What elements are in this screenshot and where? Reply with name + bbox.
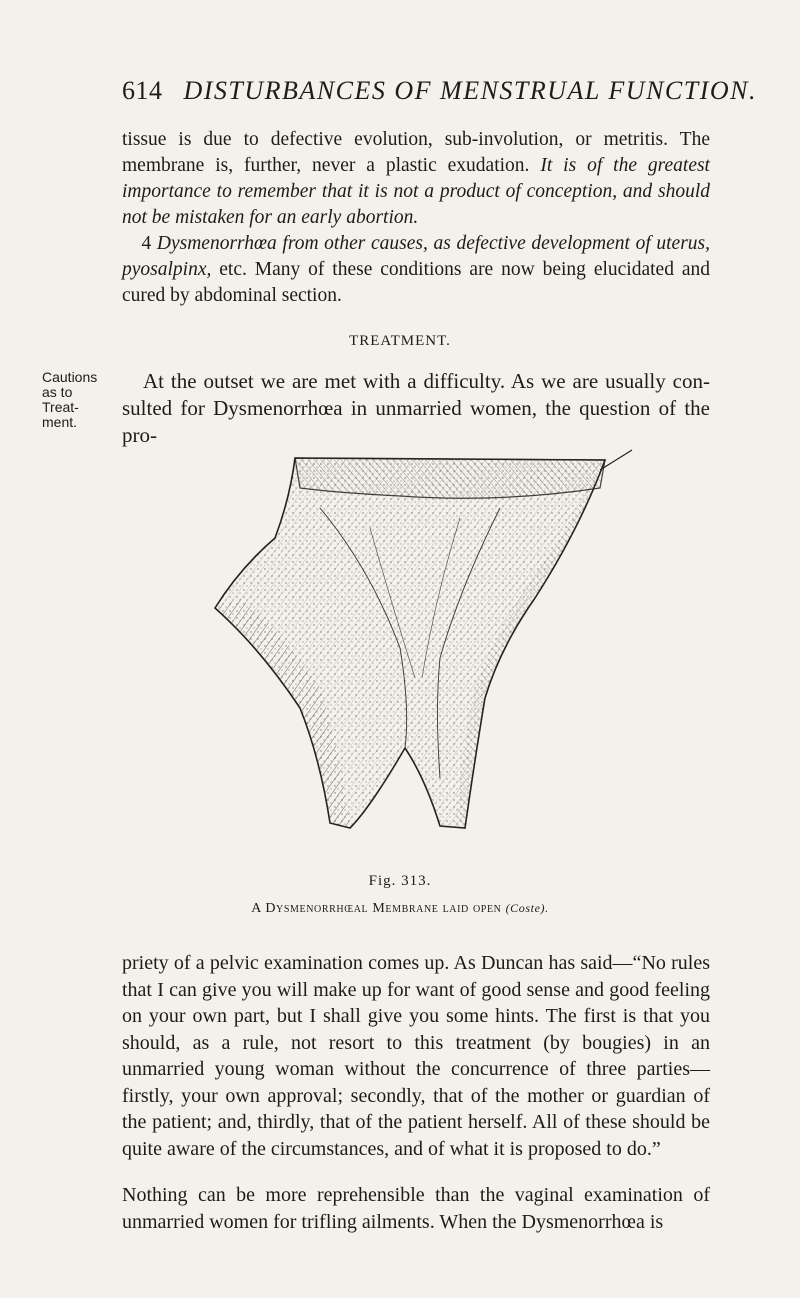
paragraph-outset [122, 368, 710, 449]
paragraph-other-causes [122, 231, 710, 309]
membrane-engraving [200, 448, 640, 848]
membrane-fold [295, 458, 605, 498]
paragraph-reprehensible [122, 1182, 710, 1235]
paragraph-text: priety of a pelvic examination comes up. As Duncan has said—“No rules that I can give you will make up for want of good sense and good feeling on your own part, but I shall give you some hints. The first is that you should, as a rule, not resort to this treatment (by bougies) in an unmarried young woman without the concurrence of three parties—firstly, your own approval; secondly, that of the mother or guardian of the patient; and, thirdly, that of the patient herself. All of these should be quite aware of the circumstances, and of what it is proposed to do.” [122, 952, 710, 1160]
emphasis-text: It is of the greatest importance to remember that it is not a product of conception, and should not be mistaken for an early abortion. [122, 155, 710, 228]
paragraph-duncan-quote [122, 950, 710, 1162]
figure-caption [0, 901, 800, 917]
paragraph-membrane [122, 127, 710, 231]
paragraph-text: etc. Many of these conditions are now being elucidated and cured by abdominal section. [122, 259, 710, 306]
page-number: 614 [122, 76, 163, 105]
running-title: DISTURBANCES OF MENSTRUAL FUNCTION. [183, 76, 757, 105]
running-head [122, 76, 757, 106]
paragraph-text: tissue is due to defective evolution, sub-involution, or metritis. The membrane is, further, never a plastic exudation. [122, 129, 710, 176]
caption-text: A Dysmenorrhœal Membrane laid open [251, 901, 506, 916]
margin-note: Cautions as to Treat-ment. [42, 369, 98, 430]
figure-illustration [200, 448, 640, 848]
section-heading: TREATMENT. [349, 333, 451, 349]
emphasis-text: Dysmenorrhœa from other causes, as defective development of uterus, pyosalpinx, [122, 233, 710, 280]
list-number: 4 [141, 233, 157, 254]
caption-source: (Coste). [505, 901, 549, 915]
paragraph-text: At the outset we are met with a difficulty. As we are usually con-sulted for Dysmenorrhœa in unmarried women, the question of the pro- [122, 369, 710, 447]
paragraph-text: Nothing can be more reprehensible than the vaginal examination of unmarried women for trifling ailments. When the Dysmenorrhœa is [122, 1184, 710, 1233]
figure-number: Fig. 313. [368, 873, 432, 889]
